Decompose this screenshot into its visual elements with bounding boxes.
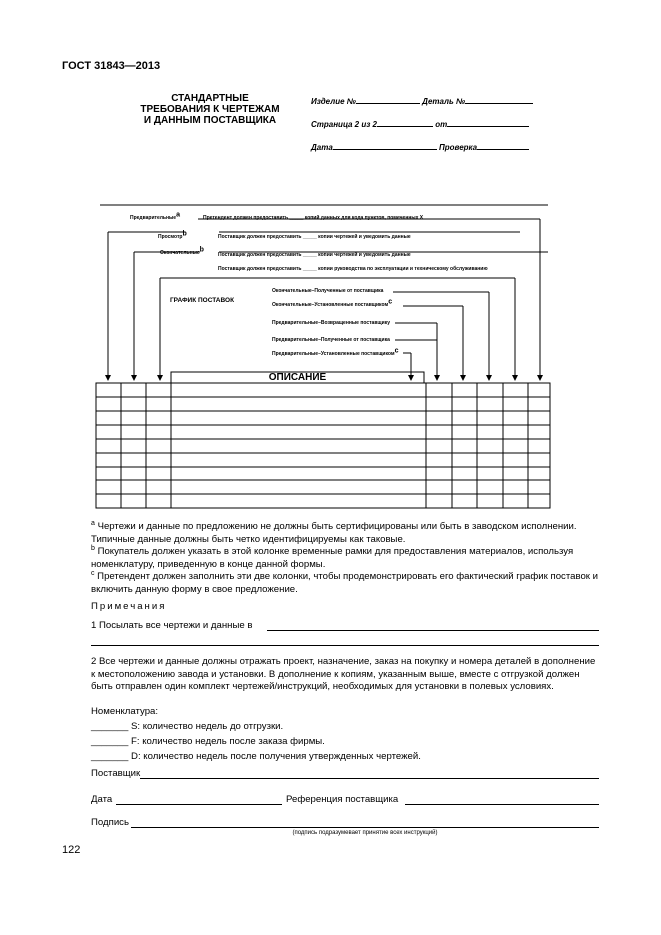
- row3-label: Окончательныеb: [160, 246, 204, 256]
- note-1-continuation-line[interactable]: [91, 645, 599, 646]
- table-heading: ОПИСАНИЕ: [268, 372, 327, 383]
- row3-note-b: Поставщик должен предоставить _____ копии руководства по эксплуатации и техническому обслуживанию: [218, 266, 488, 272]
- schedule-title: ГРАФИК ПОСТАВОК: [170, 297, 235, 304]
- reference-label: Референция поставщика: [286, 794, 399, 805]
- row3-note-a: Поставщик должен предоставить _____ копии чертежей и уведомить данные: [218, 252, 411, 258]
- schedule-item: Окончательные–Установленные поставщикомc: [272, 298, 393, 308]
- form-title: СТАНДАРТНЫЕ ТРЕБОВАНИЯ К ЧЕРТЕЖАМ И ДАННЫМ ПОСТАВЩИКА: [140, 93, 280, 126]
- document-code: ГОСТ 31843—2013: [62, 60, 161, 72]
- schedule-item: Окончательные–Полученные от поставщика: [272, 288, 384, 294]
- date-label: Дата: [311, 143, 333, 152]
- footnotes: [91, 521, 599, 596]
- date-signoff-input[interactable]: [116, 804, 282, 805]
- supplier-input[interactable]: [140, 778, 599, 779]
- note-2: 2 Все чертежи и данные должны отражать проект, назначение, заказ на покупку и номера деталей в дополнение к местоположению завода и установки. В дополнение к копиям, указанным выше, вместе с отгрузкой должен быть отправлен один комплект чертежей/инструкций, необходимых для установки в полевых условиях.: [91, 656, 596, 692]
- supplier-label: Поставщик: [91, 768, 141, 779]
- nomenclature: [91, 704, 421, 764]
- footnote-c: $^c$ Претендент должен заполнить эти две колонки, чтобы продемонстрировать его фактический график поставок и включить данную форму в свое предложение.: [91, 569, 599, 595]
- schedule-item: Предварительные–Установленные поставщикомc: [272, 347, 399, 357]
- page-number: 122: [62, 844, 81, 856]
- schedule-item: Предварительные–Полученные от поставщика: [272, 337, 390, 343]
- footnote-a: $^а$ Чертежи и данные по предложению не должны быть сертифицированы или быть в заводском исполнении. Типичные данные должны быть четко идентифицируемы как таковые.: [91, 519, 577, 545]
- nomenclature-item: _______ F: количество недель после заказа фирмы.: [91, 736, 325, 747]
- signature-note: (подпись подразумевает принятие всех инструкций): [292, 830, 438, 836]
- signature-input[interactable]: [131, 827, 599, 828]
- footnote-b: $^b$ Покупатель должен указать в этой колонке временные рамки для предоставления материалов, используя номенклатуру, приведенную в конце данной формы.: [91, 544, 574, 570]
- part-no-label: Деталь №: [422, 97, 466, 106]
- nomenclature-heading: Номенклатура:: [91, 706, 159, 717]
- signature-label: Подпись: [91, 817, 129, 828]
- distribution-table: [96, 372, 550, 508]
- note-1-input[interactable]: [267, 630, 599, 631]
- page-of-label: Страница 2 из 2: [311, 120, 377, 129]
- schedule-item: Предварительные–Возвращенные поставщику: [272, 320, 390, 326]
- notes-heading: Примечания: [91, 601, 167, 612]
- nomenclature-item: _______ S: количество недель до отгрузки.: [91, 721, 284, 732]
- row2-label: Просмотрb: [158, 230, 187, 240]
- row1-note: Претендент должен предоставить _____ копий данных для кода пунктов, помеченных X: [203, 215, 424, 221]
- nomenclature-item: _______ D: количество недель после получения утвержденных чертежей.: [91, 751, 421, 762]
- from-label: от: [435, 120, 448, 129]
- item-no-label: Изделие №: [311, 97, 356, 106]
- row1-label: Предварительныеа: [130, 211, 180, 221]
- reference-input[interactable]: [405, 804, 599, 805]
- row2-note: Поставщик должен предоставить _____ копии чертежей и уведомить данные: [218, 234, 411, 240]
- date-signoff-label: Дата: [91, 794, 113, 805]
- check-label: Проверка: [439, 143, 478, 152]
- note-1-text: 1 Посылать все чертежи и данные в: [91, 620, 253, 631]
